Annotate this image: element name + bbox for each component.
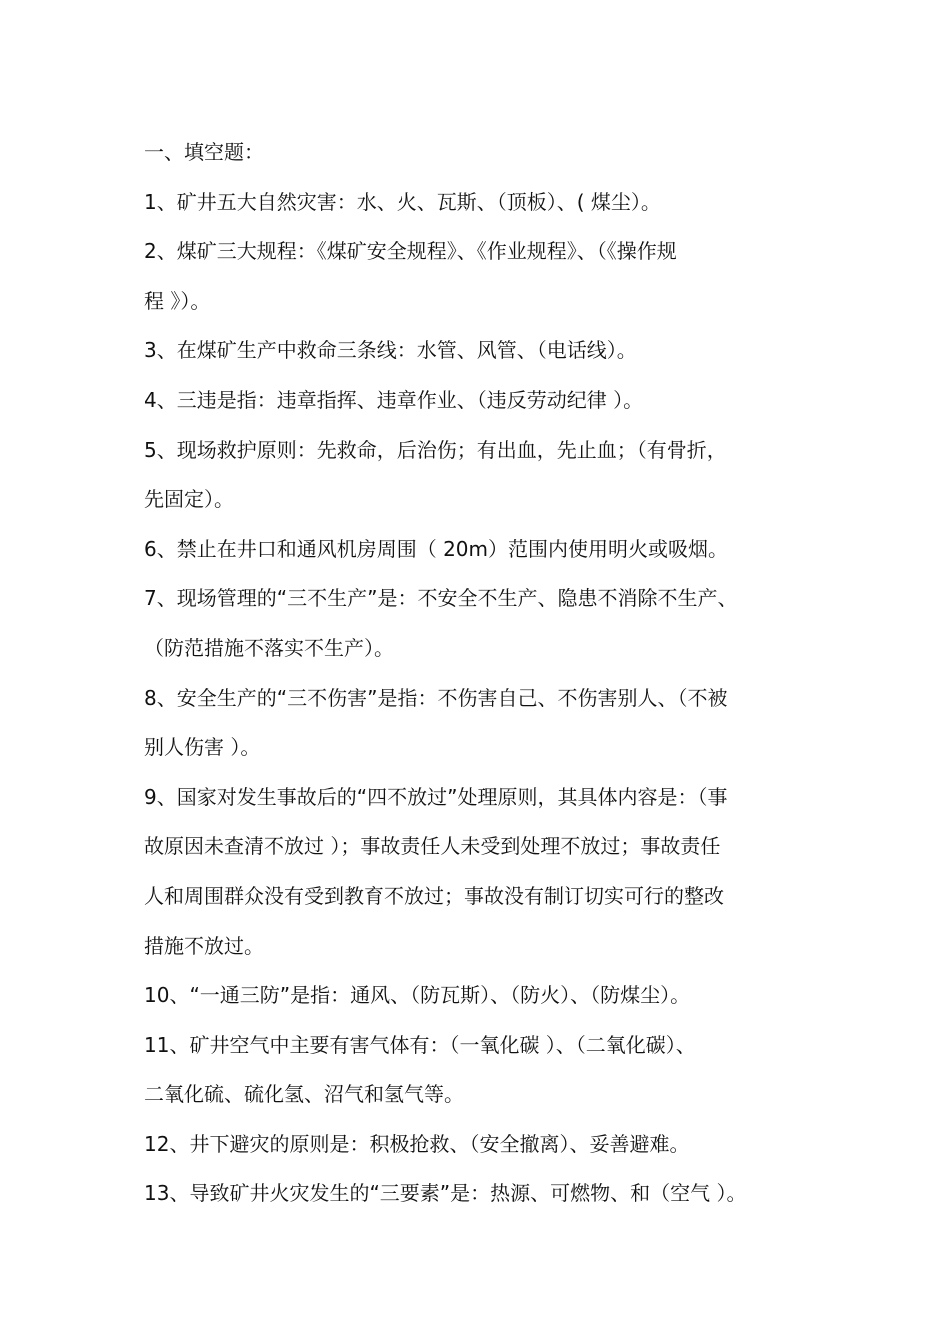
- text-line: 程 》）。: [144, 288, 211, 313]
- text-line: 7、现场管理的“三不生产”是：不安全不生产、隐患不消除不生产、: [144, 586, 738, 611]
- text-line: 4、三违是指：违章指挥、违章作业、（违反劳动纪律 ）。: [144, 387, 644, 412]
- text-line: 12、井下避灾的原则是：积极抢救、（安全撤离）、妥善避难。: [144, 1131, 690, 1156]
- text-line: 1、矿井五大自然灾害：水、火、瓦斯、（顶板）、( 煤尘）。: [144, 189, 661, 214]
- text-line: 3、在煤矿生产中救命三条线：水管、风管、（电话线）。: [144, 338, 637, 363]
- text-line: 8、安全生产的“三不伤害”是指：不伤害自己、不伤害别人、（不被: [144, 685, 728, 710]
- text-line: （防范措施不落实不生产）。: [144, 635, 394, 660]
- text-line: 二氧化硫、硫化氢、沼气和氢气等。: [144, 1082, 464, 1107]
- text-line: 人和周围群众没有受到教育不放过；事故没有制订切实可行的整改: [144, 883, 724, 908]
- text-line: 11、矿井空气中主要有害气体有：（一氧化碳 ）、（二氧化碳）、: [144, 1032, 696, 1057]
- text-line: 别人伤害 ）。: [144, 735, 261, 760]
- section-heading: 一、填空题：: [144, 140, 264, 164]
- text-line: 10、“一通三防”是指：通风、（防瓦斯）、（防火）、（防煤尘）。: [144, 983, 691, 1008]
- text-line: 13、导致矿井火灾发生的“三要素”是：热源、可燃物、和（空气 ）。: [144, 1181, 747, 1206]
- document-body: [144, 128, 814, 1219]
- text-line: 措施不放过。: [144, 933, 264, 958]
- text-line: 2、煤矿三大规程：《煤矿安全规程》、《作业规程》、（《操作规: [144, 239, 677, 264]
- text-line: 6、禁止在井口和通风机房周围（ 20m）范围内使用明火或吸烟。: [144, 536, 729, 561]
- text-line: 先固定）。: [144, 487, 234, 512]
- text-line: 5、现场救护原则：先救命，后治伤；有出血，先止血；（有骨折，: [144, 437, 727, 462]
- text-line: 9、国家对发生事故后的“四不放过”处理原则，其具体内容是：（事: [144, 784, 728, 809]
- text-line: 故原因未查清不放过 ）；事故责任人未受到处理不放过；事故责任: [144, 834, 721, 859]
